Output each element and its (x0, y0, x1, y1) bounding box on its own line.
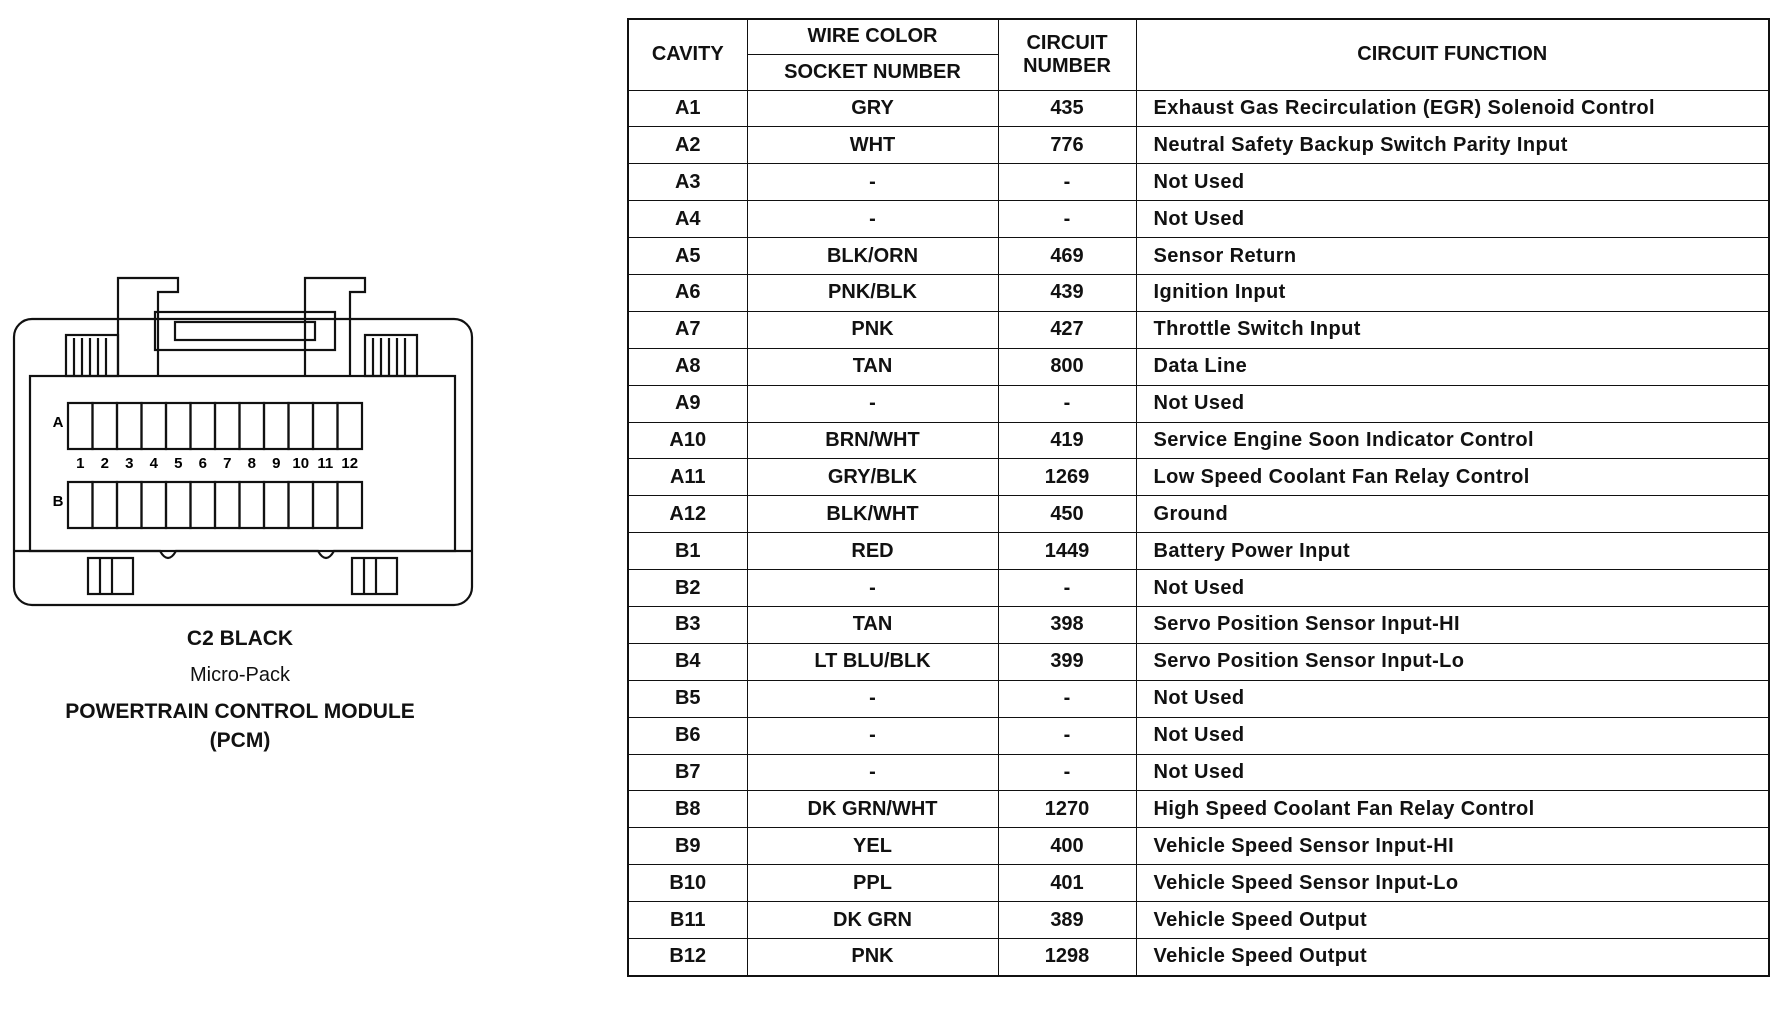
cavity-a10 (289, 403, 314, 449)
cavity-a1 (68, 403, 93, 449)
circuit-number-cell: 389 (998, 902, 1136, 939)
circuit-number-cell: 469 (998, 238, 1136, 275)
cavity-b11 (313, 482, 338, 528)
cavity-cell: B5 (628, 680, 747, 717)
row-label-a: A (52, 414, 64, 431)
circuit-number-cell: 399 (998, 643, 1136, 680)
cavity-cell: A9 (628, 385, 747, 422)
cavity-number-label: 12 (341, 455, 359, 472)
table-row (628, 680, 1769, 717)
bottom-key-left (88, 558, 133, 594)
circuit-number-cell: 450 (998, 496, 1136, 533)
circuit-number-cell: 1298 (998, 938, 1136, 975)
cavity-number-label: 1 (76, 455, 85, 472)
circuit-function-cell: Sensor Return (1136, 238, 1769, 275)
left-ribs (66, 335, 118, 376)
circuit-function-cell: Vehicle Speed Sensor Input-Lo (1136, 865, 1769, 902)
table-row (628, 938, 1769, 975)
circuit-number-cell: 439 (998, 274, 1136, 311)
cavity-cell: A12 (628, 496, 747, 533)
circuit-number-cell: 1270 (998, 791, 1136, 828)
cavity-cell: A11 (628, 459, 747, 496)
cavity-cell: B3 (628, 606, 747, 643)
bottom-edge (14, 551, 472, 558)
circuit-function-cell: Not Used (1136, 164, 1769, 201)
cavity-number-label: 5 (174, 455, 183, 472)
header-circuit-number (998, 19, 1136, 90)
circuit-number-cell: - (998, 201, 1136, 238)
cavity-cell: B7 (628, 754, 747, 791)
table-row (628, 791, 1769, 828)
wire-color-cell: - (747, 680, 998, 717)
bottom-key-right (352, 558, 397, 594)
table-row (628, 274, 1769, 311)
wire-color-cell: GRY (747, 90, 998, 127)
circuit-function-cell: Servo Position Sensor Input-Lo (1136, 643, 1769, 680)
cavity-cell: B1 (628, 533, 747, 570)
cavity-number-label: 11 (317, 455, 334, 472)
cavity-b10 (289, 482, 314, 528)
wire-color-cell: PPL (747, 865, 998, 902)
cavity-cell: A10 (628, 422, 747, 459)
cavity-a6 (191, 403, 216, 449)
cavity-cell: A4 (628, 201, 747, 238)
table-row (628, 606, 1769, 643)
pinout-rows (628, 90, 1769, 976)
circuit-number-cell: - (998, 680, 1136, 717)
cavity-a8 (240, 403, 265, 449)
table-row (628, 717, 1769, 754)
wire-color-cell: DK GRN/WHT (747, 791, 998, 828)
cavity-cell: B4 (628, 643, 747, 680)
cavity-a4 (142, 403, 167, 449)
table-row (628, 533, 1769, 570)
module-abbreviation: (PCM) (209, 729, 271, 752)
cavity-a12 (338, 403, 363, 449)
circuit-number-cell: 1269 (998, 459, 1136, 496)
cavity-b3 (117, 482, 142, 528)
cavity-a5 (166, 403, 191, 449)
wire-color-cell: BLK/WHT (747, 496, 998, 533)
cavity-number-labels (76, 455, 358, 472)
latch-bar (155, 312, 335, 350)
wire-color-cell: WHT (747, 127, 998, 164)
wire-color-cell: PNK (747, 938, 998, 975)
connector-diagram (0, 260, 480, 620)
cavity-b2 (93, 482, 118, 528)
module-name: POWERTRAIN CONTROL MODULE (65, 700, 415, 723)
circuit-number-cell: 800 (998, 348, 1136, 385)
cavity-number-label: 10 (292, 455, 310, 472)
cavity-cell: B11 (628, 902, 747, 939)
cavity-a2 (93, 403, 118, 449)
circuit-function-cell: Not Used (1136, 717, 1769, 754)
header-cavity: CAVITY (628, 19, 747, 90)
wire-color-cell: RED (747, 533, 998, 570)
table-row (628, 90, 1769, 127)
connector-name: C2 BLACK (186, 627, 294, 650)
cavity-b8 (240, 482, 265, 528)
circuit-number-cell: 427 (998, 311, 1136, 348)
connector-type: Micro-Pack (189, 664, 290, 686)
header-wire-color: WIRE COLOR (747, 19, 998, 54)
table-row (628, 865, 1769, 902)
circuit-function-cell: Service Engine Soon Indicator Control (1136, 422, 1769, 459)
circuit-function-cell: Vehicle Speed Sensor Input-HI (1136, 828, 1769, 865)
cavity-cell: A8 (628, 348, 747, 385)
wire-color-cell: - (747, 717, 998, 754)
circuit-number-cell: - (998, 717, 1136, 754)
circuit-number-cell: - (998, 164, 1136, 201)
cavity-b6 (191, 482, 216, 528)
circuit-function-cell: Not Used (1136, 201, 1769, 238)
table-row (628, 496, 1769, 533)
circuit-number-cell: - (998, 570, 1136, 607)
circuit-function-cell: Not Used (1136, 570, 1769, 607)
cavity-cell: B12 (628, 938, 747, 975)
circuit-function-cell: Vehicle Speed Output (1136, 902, 1769, 939)
table-row (628, 422, 1769, 459)
circuit-number-cell: 419 (998, 422, 1136, 459)
cavity-cell: A1 (628, 90, 747, 127)
header-circuit-number-text: CIRCUIT NUMBER (1023, 31, 1111, 77)
cavity-number-label: 4 (149, 455, 158, 472)
wire-color-cell: GRY/BLK (747, 459, 998, 496)
table-row (628, 127, 1769, 164)
cavity-row-b (68, 482, 362, 528)
table-row (628, 902, 1769, 939)
circuit-function-cell: Exhaust Gas Recirculation (EGR) Solenoid Control (1136, 90, 1769, 127)
wire-color-cell: TAN (747, 348, 998, 385)
table-row (628, 201, 1769, 238)
table-row (628, 643, 1769, 680)
table-row (628, 348, 1769, 385)
cavity-b12 (338, 482, 363, 528)
table-row (628, 385, 1769, 422)
cavity-number-label: 8 (247, 455, 256, 472)
circuit-function-cell: Throttle Switch Input (1136, 311, 1769, 348)
cavity-b9 (264, 482, 289, 528)
circuit-function-cell: Low Speed Coolant Fan Relay Control (1136, 459, 1769, 496)
wire-color-cell: BRN/WHT (747, 422, 998, 459)
cavity-cell: A7 (628, 311, 747, 348)
cavity-cell: A6 (628, 274, 747, 311)
circuit-function-cell: Not Used (1136, 754, 1769, 791)
wire-color-cell: - (747, 570, 998, 607)
circuit-function-cell: Vehicle Speed Output (1136, 938, 1769, 975)
circuit-function-cell: High Speed Coolant Fan Relay Control (1136, 791, 1769, 828)
cavity-cell: B10 (628, 865, 747, 902)
cavity-b5 (166, 482, 191, 528)
wire-color-cell: LT BLU/BLK (747, 643, 998, 680)
cavity-cell: A3 (628, 164, 747, 201)
wire-color-cell: DK GRN (747, 902, 998, 939)
circuit-function-cell: Data Line (1136, 348, 1769, 385)
table-row (628, 459, 1769, 496)
row-label-b: B (52, 493, 64, 510)
table-row (628, 311, 1769, 348)
cavity-cell: B6 (628, 717, 747, 754)
cavity-number-label: 7 (223, 455, 232, 472)
circuit-number-cell: 398 (998, 606, 1136, 643)
cavity-cell: A2 (628, 127, 747, 164)
cavity-a9 (264, 403, 289, 449)
table-row (628, 164, 1769, 201)
wire-color-cell: TAN (747, 606, 998, 643)
right-ribs (365, 335, 417, 376)
circuit-number-cell: 435 (998, 90, 1136, 127)
cavity-number-label: 6 (198, 455, 207, 472)
cavity-number-label: 2 (100, 455, 109, 472)
wire-color-cell: PNK/BLK (747, 274, 998, 311)
wire-color-cell: - (747, 201, 998, 238)
wire-color-cell: PNK (747, 311, 998, 348)
table-row (628, 238, 1769, 275)
circuit-function-cell: Neutral Safety Backup Switch Parity Input (1136, 127, 1769, 164)
cavity-row-a (68, 403, 362, 449)
cavity-b7 (215, 482, 240, 528)
cavity-number-label: 3 (125, 455, 134, 472)
cavity-cell: B8 (628, 791, 747, 828)
cavity-a3 (117, 403, 142, 449)
circuit-number-cell: 1449 (998, 533, 1136, 570)
circuit-function-cell: Ignition Input (1136, 274, 1769, 311)
wire-color-cell: BLK/ORN (747, 238, 998, 275)
cavity-cell: B2 (628, 570, 747, 607)
table-row (628, 754, 1769, 791)
wire-color-cell: - (747, 385, 998, 422)
circuit-function-cell: Not Used (1136, 385, 1769, 422)
cavity-a7 (215, 403, 240, 449)
circuit-number-cell: - (998, 385, 1136, 422)
table-row (628, 828, 1769, 865)
cavity-a11 (313, 403, 338, 449)
cavity-cell: A5 (628, 238, 747, 275)
circuit-number-cell: - (998, 754, 1136, 791)
header-socket-number: SOCKET NUMBER (747, 54, 998, 90)
cavity-b4 (142, 482, 167, 528)
wire-color-cell: - (747, 754, 998, 791)
circuit-function-cell: Not Used (1136, 680, 1769, 717)
cavity-number-label: 9 (272, 455, 281, 472)
header-circuit-function: CIRCUIT FUNCTION (1136, 19, 1769, 90)
cavity-b1 (68, 482, 93, 528)
pinout-table (627, 18, 1770, 977)
circuit-function-cell: Servo Position Sensor Input-HI (1136, 606, 1769, 643)
wire-color-cell: - (747, 164, 998, 201)
cavity-cell: B9 (628, 828, 747, 865)
circuit-number-cell: 401 (998, 865, 1136, 902)
table-row (628, 570, 1769, 607)
circuit-number-cell: 776 (998, 127, 1136, 164)
circuit-function-cell: Ground (1136, 496, 1769, 533)
circuit-number-cell: 400 (998, 828, 1136, 865)
circuit-function-cell: Battery Power Input (1136, 533, 1769, 570)
wire-color-cell: YEL (747, 828, 998, 865)
